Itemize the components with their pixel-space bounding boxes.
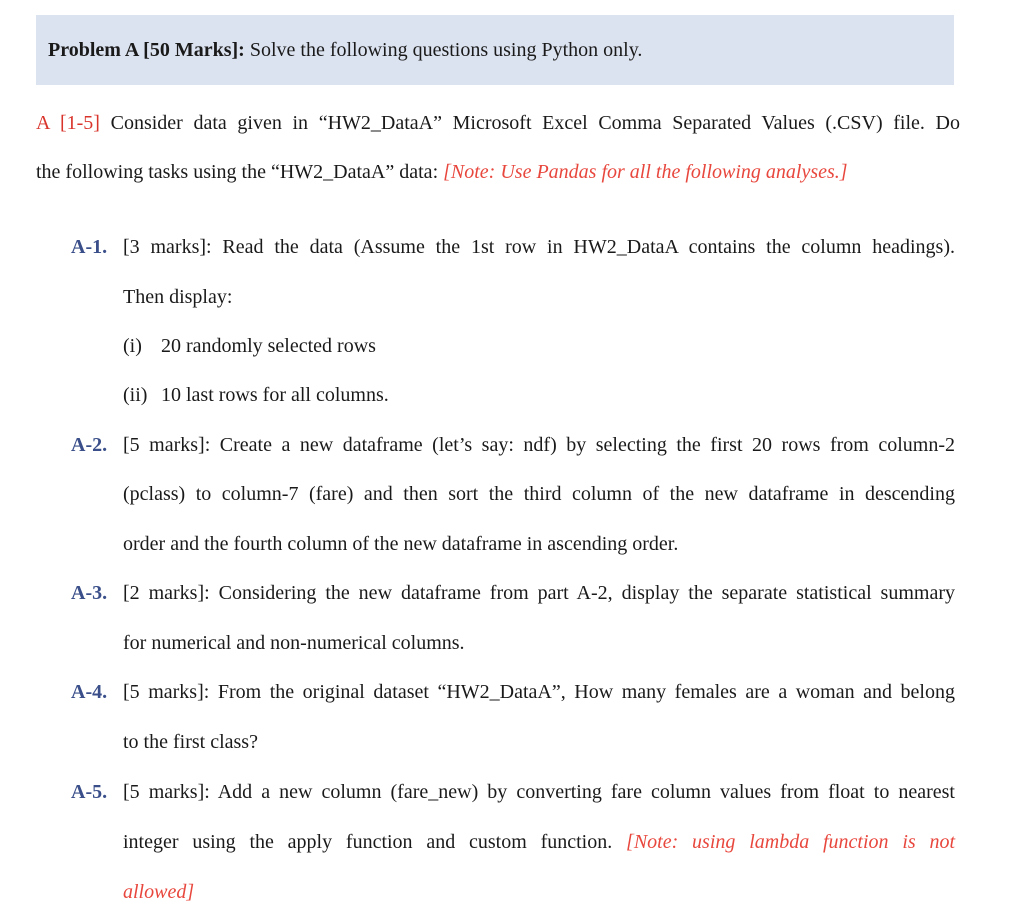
subitem-tag: (i) (123, 335, 142, 357)
item-number: A-1. (71, 236, 108, 258)
item-a1-line-1 (71, 235, 955, 259)
item-a5-line-3 (123, 880, 955, 904)
problem-header (36, 15, 954, 85)
item-a2-line-3: order and the fourth column of the new dataframe in ascending order. (123, 533, 679, 555)
item-note-end: allowed] (123, 881, 195, 903)
intro-note: [Note: Use Pandas for all the following analyses.] (443, 161, 848, 183)
item-a4-line-2: to the first class? (123, 731, 258, 753)
subitem-ii (123, 383, 389, 407)
item-text: [5 marks]: Create a new dataframe (let’s say: ndf) by selecting the first 20 rows from column-2 (123, 434, 955, 456)
item-a5-line-2 (123, 830, 955, 854)
item-text: [5 marks]: Add a new column (fare_new) by converting fare column values from float to nearest (123, 781, 955, 803)
item-number: A-4. (71, 681, 108, 703)
item-text: [3 marks]: Read the data (Assume the 1st row in HW2_DataA contains the column headings). (123, 236, 955, 258)
item-a1-line-2: Then display: (123, 286, 233, 308)
problem-label: Problem A [50 Marks]: (48, 38, 245, 61)
subitem-tag: (ii) (123, 384, 148, 406)
item-text: [5 marks]: From the original dataset “HW2_DataA”, How many females are a woman and belong (123, 681, 955, 703)
item-number: A-3. (71, 582, 108, 604)
intro-text-1: Consider data given in “HW2_DataA” Microsoft Excel Comma Separated Values (.CSV) file. Do (99, 112, 960, 134)
problem-text: Solve the following questions using Python only. (244, 38, 643, 61)
item-a3-line-2: for numerical and non-numerical columns. (123, 632, 465, 654)
item-a2-line-2: (pclass) to column-7 (fare) and then sort the third column of the new dataframe in descending (123, 483, 955, 505)
item-number: A-2. (71, 434, 108, 456)
subitem-text: 20 randomly selected rows (161, 335, 376, 357)
item-text: [2 marks]: Considering the new dataframe from part A-2, display the separate statistical summary (123, 582, 955, 604)
subitem-text: 10 last rows for all columns. (161, 384, 389, 406)
item-a3-line-1 (71, 581, 955, 605)
item-a2-line-1 (71, 433, 955, 457)
intro-text-2: the following tasks using the “HW2_DataA” data: (36, 161, 444, 183)
item-text: integer using the apply function and custom function. (123, 831, 627, 853)
intro-line-2 (36, 160, 960, 184)
item-number: A-5. (71, 781, 108, 803)
intro-label: A [1-5] (36, 112, 100, 134)
item-a4-line-1 (71, 680, 955, 704)
item-a5-line-1 (71, 780, 955, 804)
intro-line-1 (36, 111, 960, 135)
subitem-i (123, 334, 376, 358)
item-note: [Note: using lambda function is not (626, 831, 956, 853)
